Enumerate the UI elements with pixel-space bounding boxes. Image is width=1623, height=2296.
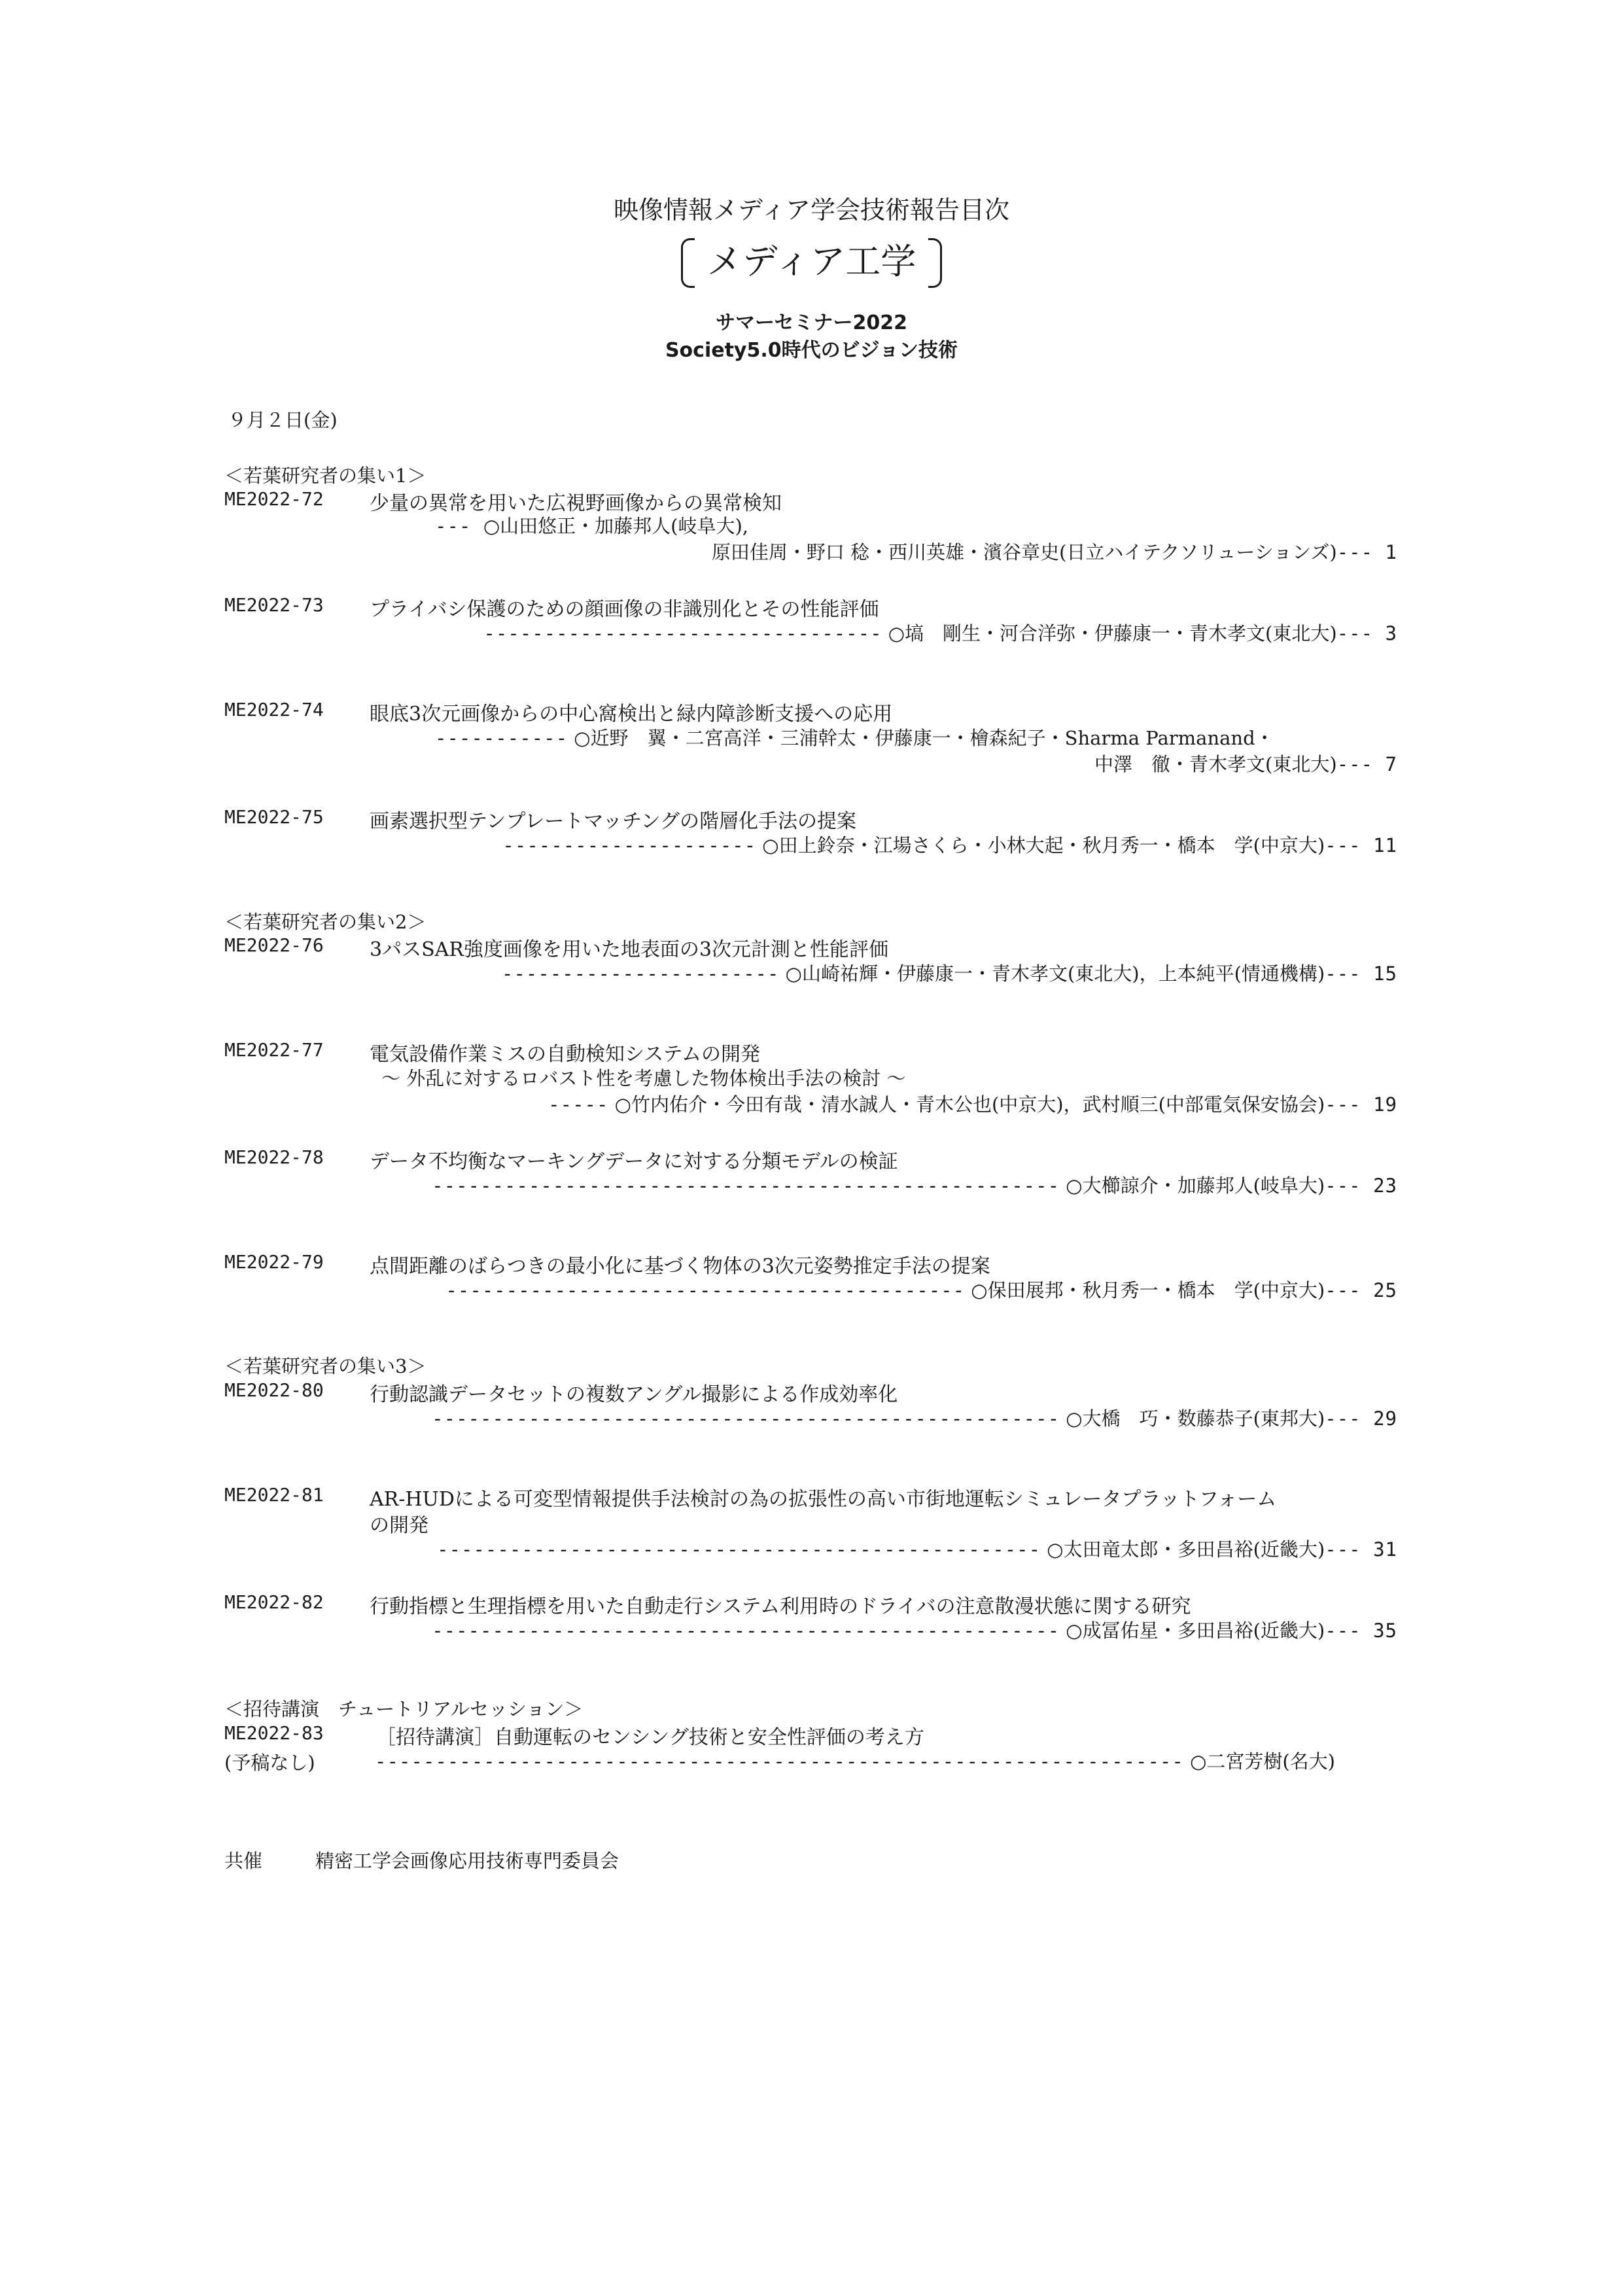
page-number: --- 19: [1325, 1093, 1397, 1116]
paper-title: 行動認識データセットの複数アングル撮影による作成効率化: [370, 1383, 898, 1406]
paper-code: ME2022-75: [224, 806, 324, 828]
authors-line-2: 原田佳周・野口 稔・西川英雄・濱谷章史(日立ハイテクソリューションズ): [711, 541, 1337, 563]
leader-dashes: ----------------------------------------------------: [432, 1407, 1060, 1430]
session-heading: ＜若葉研究者の集い3＞: [224, 1355, 427, 1377]
leader-dashes: ---------------------------------: [483, 622, 882, 645]
cosponsor-name: 精密工学会画像応用技術専門委員会: [315, 1850, 620, 1872]
page-number: --- 29: [1325, 1407, 1397, 1430]
authors-line-1: ○大櫛諒介・加藤邦人(岐阜大): [1066, 1174, 1325, 1197]
paper-title: データ不均衡なマーキングデータに対する分類モデルの検証: [370, 1150, 898, 1173]
paper-title: プライバシ保護のための顔画像の非識別化とその性能評価: [370, 598, 879, 621]
page-number: --- 23: [1325, 1174, 1397, 1197]
paper-code: ME2022-83: [224, 1722, 324, 1744]
page-number: --- 3: [1336, 622, 1397, 645]
page-number: --- 7: [1336, 753, 1397, 775]
authors-line-1: ○成冨佑星・多田昌裕(近畿大): [1066, 1619, 1325, 1642]
session-heading: ＜若葉研究者の集い2＞: [224, 911, 427, 933]
paper-code: ME2022-81: [224, 1484, 324, 1506]
page-number: --- 15: [1325, 963, 1397, 985]
left-bracket: [681, 238, 695, 288]
paper-code: ME2022-79: [224, 1251, 324, 1273]
paper-authors: [432, 1171, 1397, 1198]
authors-line-1: ○山田悠正・加藤邦人(岐阜大),: [483, 515, 748, 537]
session-date: ９月２日(金): [228, 409, 338, 431]
paper-title: ［招待講演］自動運転のセンシング技術と安全性評価の考え方: [376, 1726, 924, 1749]
paper-title: 眼底3次元画像からの中心窩検出と緑内障診断支援への応用: [370, 703, 893, 726]
paper-code: ME2022-73: [224, 594, 324, 616]
authors-line-1: ○近野 翼・二宮高洋・三浦幹太・伊藤康一・檜森紀子・Sharma Parmanand・: [574, 727, 1274, 749]
session-heading: ＜招待講演 チュートリアルセッション＞: [224, 1698, 584, 1720]
page-number: --- 31: [1325, 1538, 1397, 1561]
paper-subtitle: ～ 外乱に対するロバスト性を考慮した物体検出手法の検討 ～: [381, 1067, 906, 1089]
paper-code: ME2022-80: [224, 1379, 324, 1401]
paper-code: ME2022-82: [224, 1591, 324, 1613]
leader-dashes: ---: [435, 515, 483, 537]
paper-authors: [502, 831, 1397, 858]
paper-authors: [435, 724, 1274, 751]
paper-authors-cont: [712, 538, 1397, 565]
authors-line-1: ○保田展邦・秋月秀一・橋本 学(中京大): [971, 1279, 1325, 1301]
authors-line-1: ○竹内佑介・今田有哉・清水誠人・青木公也(中京大)，武村順三(中部電気保安協会): [614, 1093, 1325, 1116]
paper-authors: [375, 1747, 1335, 1774]
leader-dashes: ---------------------: [502, 834, 757, 857]
leader-dashes: -----------: [435, 727, 568, 749]
page-number: --- 25: [1325, 1279, 1397, 1301]
leader-dashes: -------------------------------------------: [445, 1279, 966, 1301]
right-bracket: [928, 238, 942, 288]
paper-authors: [502, 959, 1397, 986]
seminar-theme: Society5.0時代のビジョン技術: [665, 339, 958, 362]
authors-line-1: ○山崎祐輝・伊藤康一・青木孝文(東北大)，上本純平(情通機構): [785, 963, 1325, 985]
paper-authors-cont: [1094, 750, 1397, 777]
paper-authors: [435, 512, 748, 539]
paper-code: ME2022-78: [224, 1146, 324, 1168]
paper-title: 3パスSAR強度画像を用いた地表面の3次元計測と性能評価: [370, 938, 888, 961]
page-number: --- 11: [1325, 834, 1397, 857]
authors-line-1: ○太田竜太郎・多田昌裕(近畿大): [1047, 1538, 1325, 1561]
paper-code: ME2022-76: [224, 934, 324, 956]
authors-line-1: ○塙 剛生・河合洋弥・伊藤康一・青木孝文(東北大): [888, 622, 1337, 645]
session-heading: ＜若葉研究者の集い1＞: [224, 465, 427, 487]
paper-title: 点間距離のばらつきの最小化に基づく物体の3次元姿勢推定手法の提案: [370, 1255, 990, 1278]
authors-line-1: ○二宮芳樹(名大): [1190, 1750, 1335, 1773]
paper-authors: [432, 1616, 1397, 1643]
paper-title: 行動指標と生理指標を用いた自動走行システム利用時のドライバの注意散漫状態に関する研究: [370, 1595, 1191, 1618]
leader-dashes: --------------------------------------------------: [437, 1538, 1041, 1561]
paper-title: AR-HUDによる可変型情報提供手法検討の為の拡張性の高い市街地運転シミュレータプラットフォーム: [370, 1488, 1277, 1511]
paper-title: 少量の異常を用いた広視野画像からの異常検知: [370, 492, 782, 515]
paper-authors: [432, 1404, 1397, 1431]
authors-line-1: ○大橋 巧・数藤恭子(東邦大): [1066, 1407, 1325, 1430]
paper-authors: [548, 1090, 1397, 1117]
leader-dashes: -----: [548, 1093, 609, 1116]
seminar-title: サマーセミナー2022: [716, 311, 907, 334]
paper-note: (予稿なし): [224, 1752, 315, 1774]
paper-authors: [437, 1535, 1397, 1562]
paper-authors: [483, 619, 1397, 646]
leader-dashes: ----------------------------------------------------: [432, 1174, 1060, 1197]
page-number: --- 35: [1325, 1619, 1397, 1642]
paper-title-cont: の開発: [370, 1514, 428, 1537]
paper-code: ME2022-72: [224, 488, 324, 510]
authors-line-1: ○田上鈴奈・江場さくら・小林大起・秋月秀一・橋本 学(中京大): [762, 834, 1325, 857]
authors-line-2: 中澤 徹・青木孝文(東北大): [1094, 753, 1337, 775]
leader-dashes: -------------------------------------------------------------------: [375, 1750, 1184, 1773]
report-title: 映像情報メディア学会技術報告目次: [614, 196, 1009, 224]
category-label: メディア工学: [707, 241, 916, 282]
cosponsor-label: 共催: [224, 1850, 263, 1872]
leader-dashes: -----------------------: [501, 963, 780, 985]
leader-dashes: ----------------------------------------------------: [432, 1619, 1060, 1642]
paper-authors: [445, 1276, 1397, 1303]
paper-code: ME2022-74: [224, 699, 324, 720]
category-heading: [0, 236, 1623, 288]
page-number: --- 1: [1336, 541, 1397, 563]
paper-code: ME2022-77: [224, 1039, 324, 1061]
paper-title: 画素選択型テンプレートマッチングの階層化手法の提案: [370, 810, 856, 833]
paper-title: 電気設備作業ミスの自動検知システムの開発: [370, 1043, 760, 1066]
